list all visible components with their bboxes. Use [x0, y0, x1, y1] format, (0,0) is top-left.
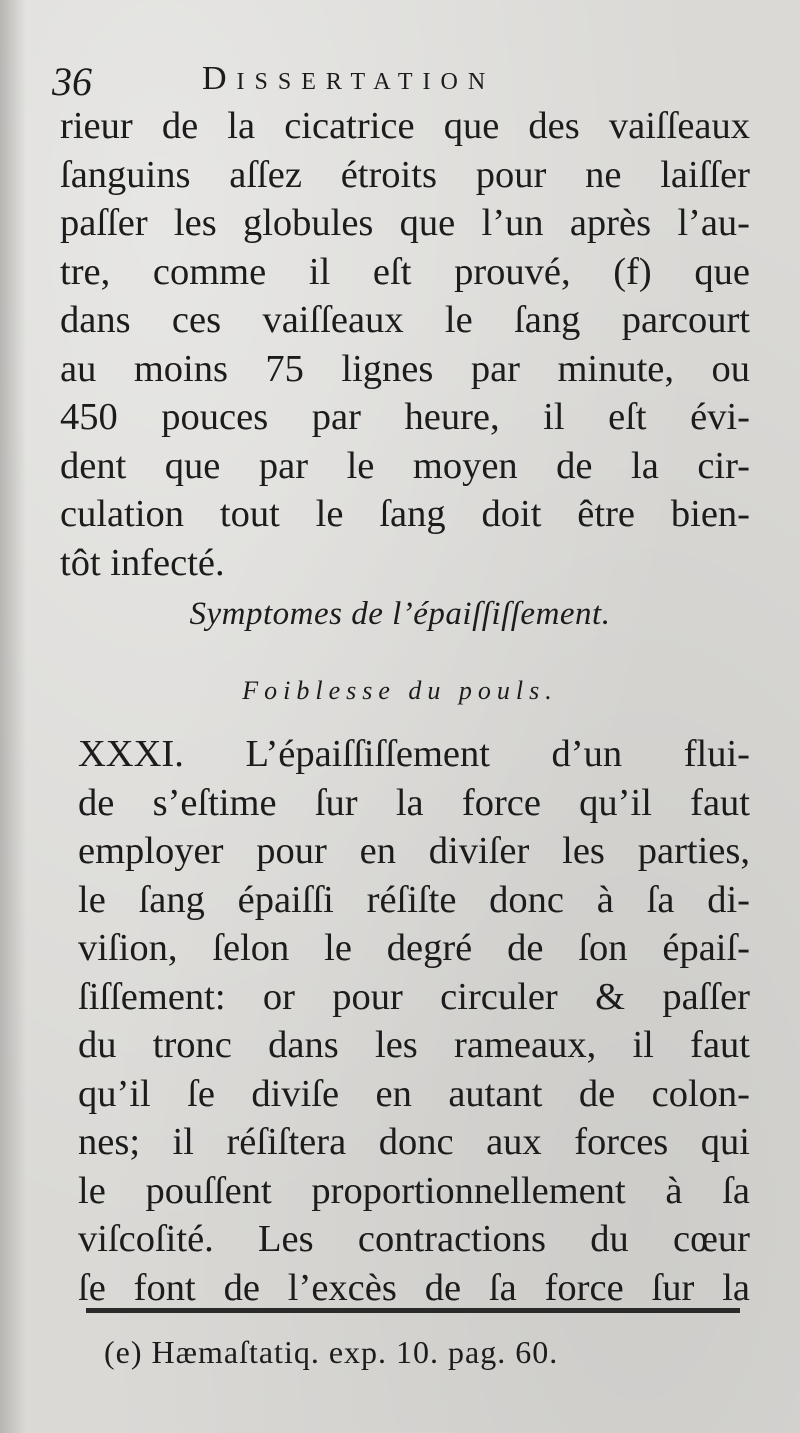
binding-shadow — [0, 0, 26, 1433]
text-line: dent que par le moyen de la cir- — [60, 444, 750, 487]
page-number: 36 — [52, 59, 92, 104]
text-line: de s’eſtime ſur la force qu’il faut — [78, 781, 750, 824]
subheading: Symptomes de l’épaiſſiſſement. — [189, 596, 611, 632]
text-line: dans ces vaiſſeaux le ſang parcourt — [60, 299, 750, 341]
text-line: ſanguins aſſez étroits pour ne laiſſer — [60, 153, 750, 196]
text-line: du tronc dans les rameaux, il faut — [78, 1024, 750, 1066]
text-line: paſſer les globules que l’un après l’au- — [60, 202, 750, 244]
text-line: qu’il ſe diviſe en autant de colon- — [78, 1072, 750, 1115]
paragraph-2 — [78, 730, 750, 1312]
text-line: culation tout le ſang doit être bien- — [60, 493, 750, 535]
text-line: 450 pouces par heure, il eſt évi- — [60, 396, 750, 438]
text-line: nes; il réſiſtera donc aux forces qui — [78, 1121, 750, 1163]
text-line: le ſang épaiſſi réſiſte donc à ſa di- — [78, 878, 750, 921]
text-line: XXXI. L’épaiſſiſſement d’un flui- — [78, 733, 750, 775]
text-line: tôt infecté. — [60, 541, 225, 584]
text-line: rieur de la cicatrice que des vaiſſeaux — [60, 105, 750, 147]
running-head — [52, 48, 752, 108]
text-line: ſe font de l’excès de ſa force ſur la — [78, 1266, 750, 1309]
running-title: Dissertation — [202, 60, 496, 97]
footnote-rule — [86, 1308, 740, 1313]
text-line: ſiſſement: or pour circuler & paſſer — [78, 975, 750, 1018]
text-line: au moins 75 lignes par minute, ou — [60, 347, 750, 390]
text-line: tre, comme il eſt prouvé, (f) que — [60, 250, 750, 293]
text-line: le pouſſent proportionnellement à ſa — [78, 1169, 750, 1212]
text-line: employer pour en diviſer les parties, — [78, 830, 750, 872]
text-line: viſion, ſelon le degré de ſon épaiſ- — [78, 927, 750, 969]
section-title: Foiblesse du pouls. — [242, 676, 558, 705]
footnote: (e) Hæmaſtatiq. exp. 10. pag. 60. — [104, 1334, 559, 1370]
text-line: viſcoſité. Les contractions du cœur — [78, 1218, 750, 1260]
paragraph-1 — [60, 102, 750, 587]
